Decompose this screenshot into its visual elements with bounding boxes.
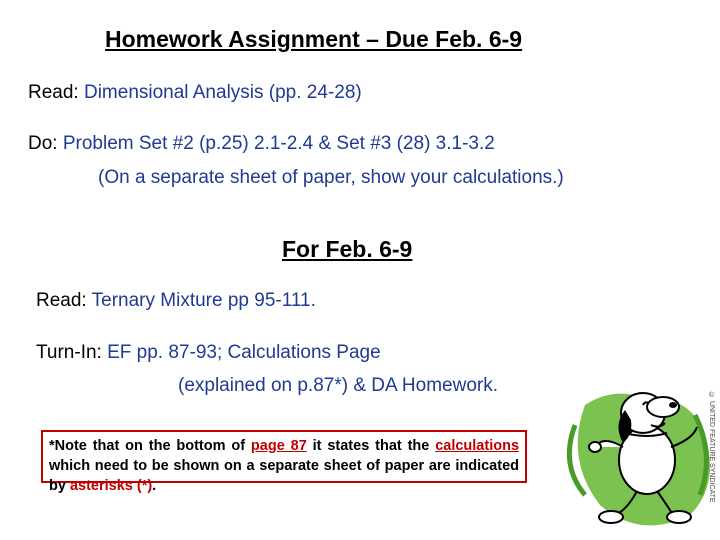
- read-line-1: [28, 82, 362, 104]
- copyright-text: © UNITED FEATURE SYNDICATE: [708, 392, 715, 503]
- note-text-4: .: [152, 478, 157, 494]
- note-asterisks: asterisks (*): [69, 478, 153, 494]
- read-text: Dimensional Analysis (pp. 24-28): [83, 82, 362, 103]
- note-box: [41, 430, 527, 494]
- page-title: Homework Assignment – Due Feb. 6-9: [105, 26, 523, 52]
- note-text-2: it states that the: [306, 438, 436, 454]
- read2-label: Read:: [36, 290, 87, 311]
- snoopy-illustration: [555, 365, 720, 535]
- note-calculations: calculations: [435, 438, 520, 454]
- do-label: Do:: [28, 133, 58, 154]
- turnin-line: [36, 342, 381, 364]
- read-line-2: [36, 290, 316, 312]
- note-text-1: *Note that on the bottom of: [49, 438, 251, 454]
- note-text-3: which need to be shown on a separate sheet of paper are indicated by: [49, 458, 519, 494]
- note-page-ref: page 87: [250, 438, 307, 454]
- do-line-2: (On a separate sheet of paper, show your calculations.): [98, 167, 564, 188]
- section-title: For Feb. 6-9: [282, 236, 413, 262]
- do-text: Problem Set #2 (p.25) 2.1-2.4 & Set #3 (28) 3.1-3.2: [62, 133, 495, 154]
- turnin-line-2: (explained on p.87*) & DA Homework.: [178, 375, 498, 396]
- turnin-label: Turn-In:: [36, 342, 102, 363]
- read2-text: Ternary Mixture pp 95-111.: [91, 290, 316, 311]
- do-line: [28, 133, 495, 155]
- turnin-text: EF pp. 87-93; Calculations Page: [107, 342, 381, 363]
- read-label: Read:: [28, 82, 79, 103]
